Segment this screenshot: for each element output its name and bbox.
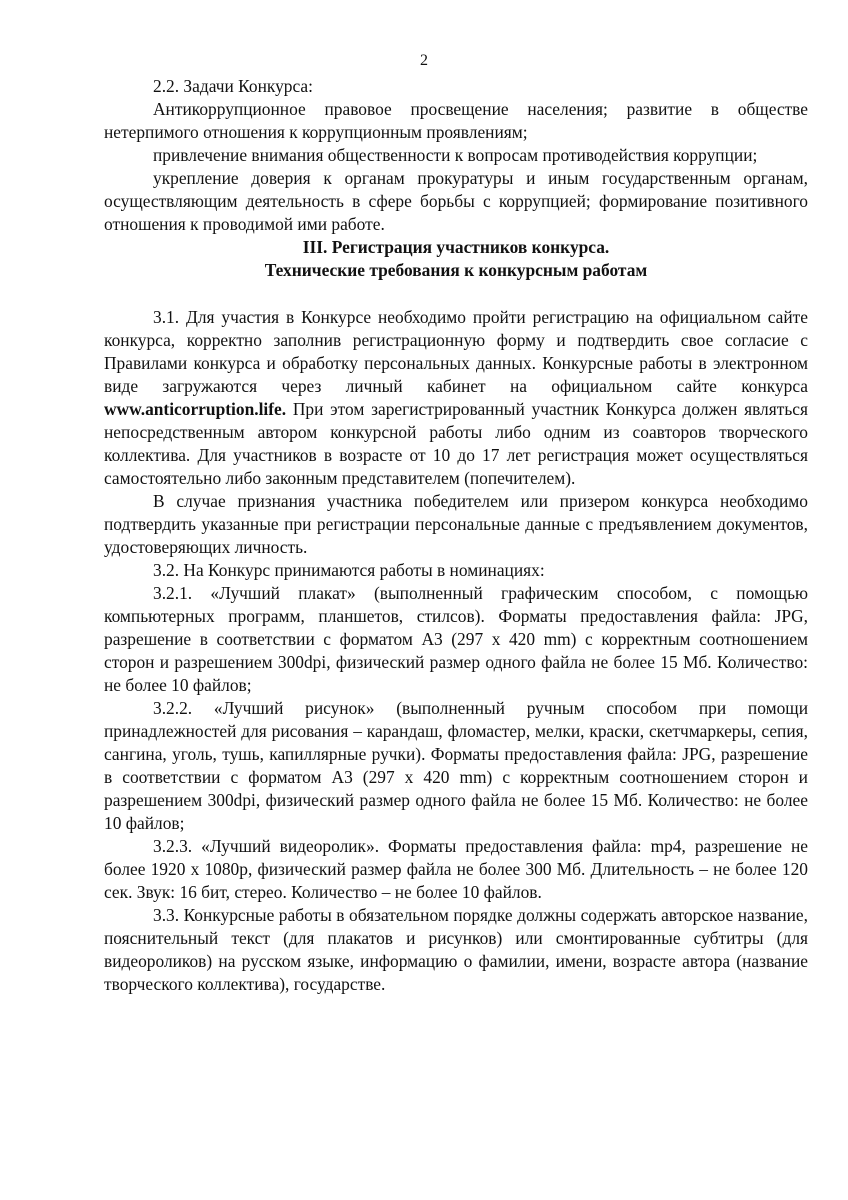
section-2-2-paragraph-1: Антикоррупционное правовое просвещение населения; развитие в обществе нетерпимого отношения к коррупционным проявлениям; <box>104 99 808 142</box>
paragraph-winner-confirmation: В случае признания участника победителем или призером конкурса необходимо подтвердить указанные при регистрации персональные данные с предъявлением документов, удостоверяющих личность. <box>104 491 808 557</box>
document-body <box>104 75 808 996</box>
page-number: 2 <box>420 52 428 69</box>
section-2-2-paragraph-2: привлечение внимания общественности к вопросам противодействия коррупции; <box>153 145 758 165</box>
section-2-2-paragraph-3: укрепление доверия к органам прокуратуры и иным государственным органам, осуществляющим деятельность в сфере борьбы с коррупцией; формирование позитивного отношения к проводимой ими работе. <box>104 168 808 234</box>
paragraph-3-3: 3.3. Конкурсные работы в обязательном порядке должны содержать авторское название, пояснительный текст (для плакатов и рисунков) или смонтированные субтитры (для видеороликов) на русском языке, информацию о фамилии, имени, возрасте автора (название творческого коллектива), государстве. <box>104 905 808 994</box>
paragraph-3-2-2: 3.2.2. «Лучший рисунок» (выполненный ручным способом при помощи принадлежностей для рисования – карандаш, фломастер, мелки, краски, скетчмаркеры, сепия, сангина, уголь, тушь, капиллярные ручки). Форматы предоставления файла: JPG, разрешение в соответствии с форматом А3 (297 x 420 mm) с корректным соотношением сторон и разрешением 300dpi, физический размер одного файла не более 15 Мб. Количество: не более 10 файлов; <box>104 698 808 833</box>
paragraph-3-2: 3.2. На Конкурс принимаются работы в номинациях: <box>153 560 545 580</box>
section-2-2-title: 2.2. Задачи Конкурса: <box>153 76 313 96</box>
paragraph-3-2-1: 3.2.1. «Лучший плакат» (выполненный графическим способом, с помощью компьютерных программ, планшетов, стилсов). Форматы предоставления файла: JPG, разрешение в соответствии с форматом А3 (297 x 420 mm) с корректным соотношением сторон и разрешением 300dpi, физический размер одного файла не более 15 Мб. Количество: не более 10 файлов; <box>104 583 808 695</box>
paragraph-3-2-3: 3.2.3. «Лучший видеоролик». Форматы предоставления файла: mp4, разрешение не более 1920 x 1080p, физический размер файла не более 300 Мб. Длительность – не более 120 сек. Звук: 16 бит, стерео. Количество – не более 10 файлов. <box>104 836 808 902</box>
paragraph-3-1-text-before-link: 3.1. Для участия в Конкурсе необходимо пройти регистрацию на официальном сайте конкурса, корректно заполнив регистрационную форму и подтвердить свое согласие с Правилами конкурса и обработку персональных данных. Конкурсные работы в электронном виде загружаются через личный кабинет на официальном сайте конкурса <box>104 307 808 396</box>
section-3-heading-line-2: Технические требования к конкурсным работам <box>264 260 648 280</box>
paragraph-3-1 <box>104 306 808 490</box>
section-3-heading-line-1: III. Регистрация участников конкурса. <box>302 237 610 257</box>
website-link[interactable]: www.anticorruption.life. <box>104 399 287 419</box>
paragraph-3-1-text-after-link: При этом зарегистрированный участник Конкурса должен являться непосредственным автором конкурсной работы либо одним из соавторов творческого коллектива. Для участников в возрасте от 10 до 17 лет регистрация может осуществляться самостоятельно либо законным представителем (попечителем). <box>104 399 808 488</box>
